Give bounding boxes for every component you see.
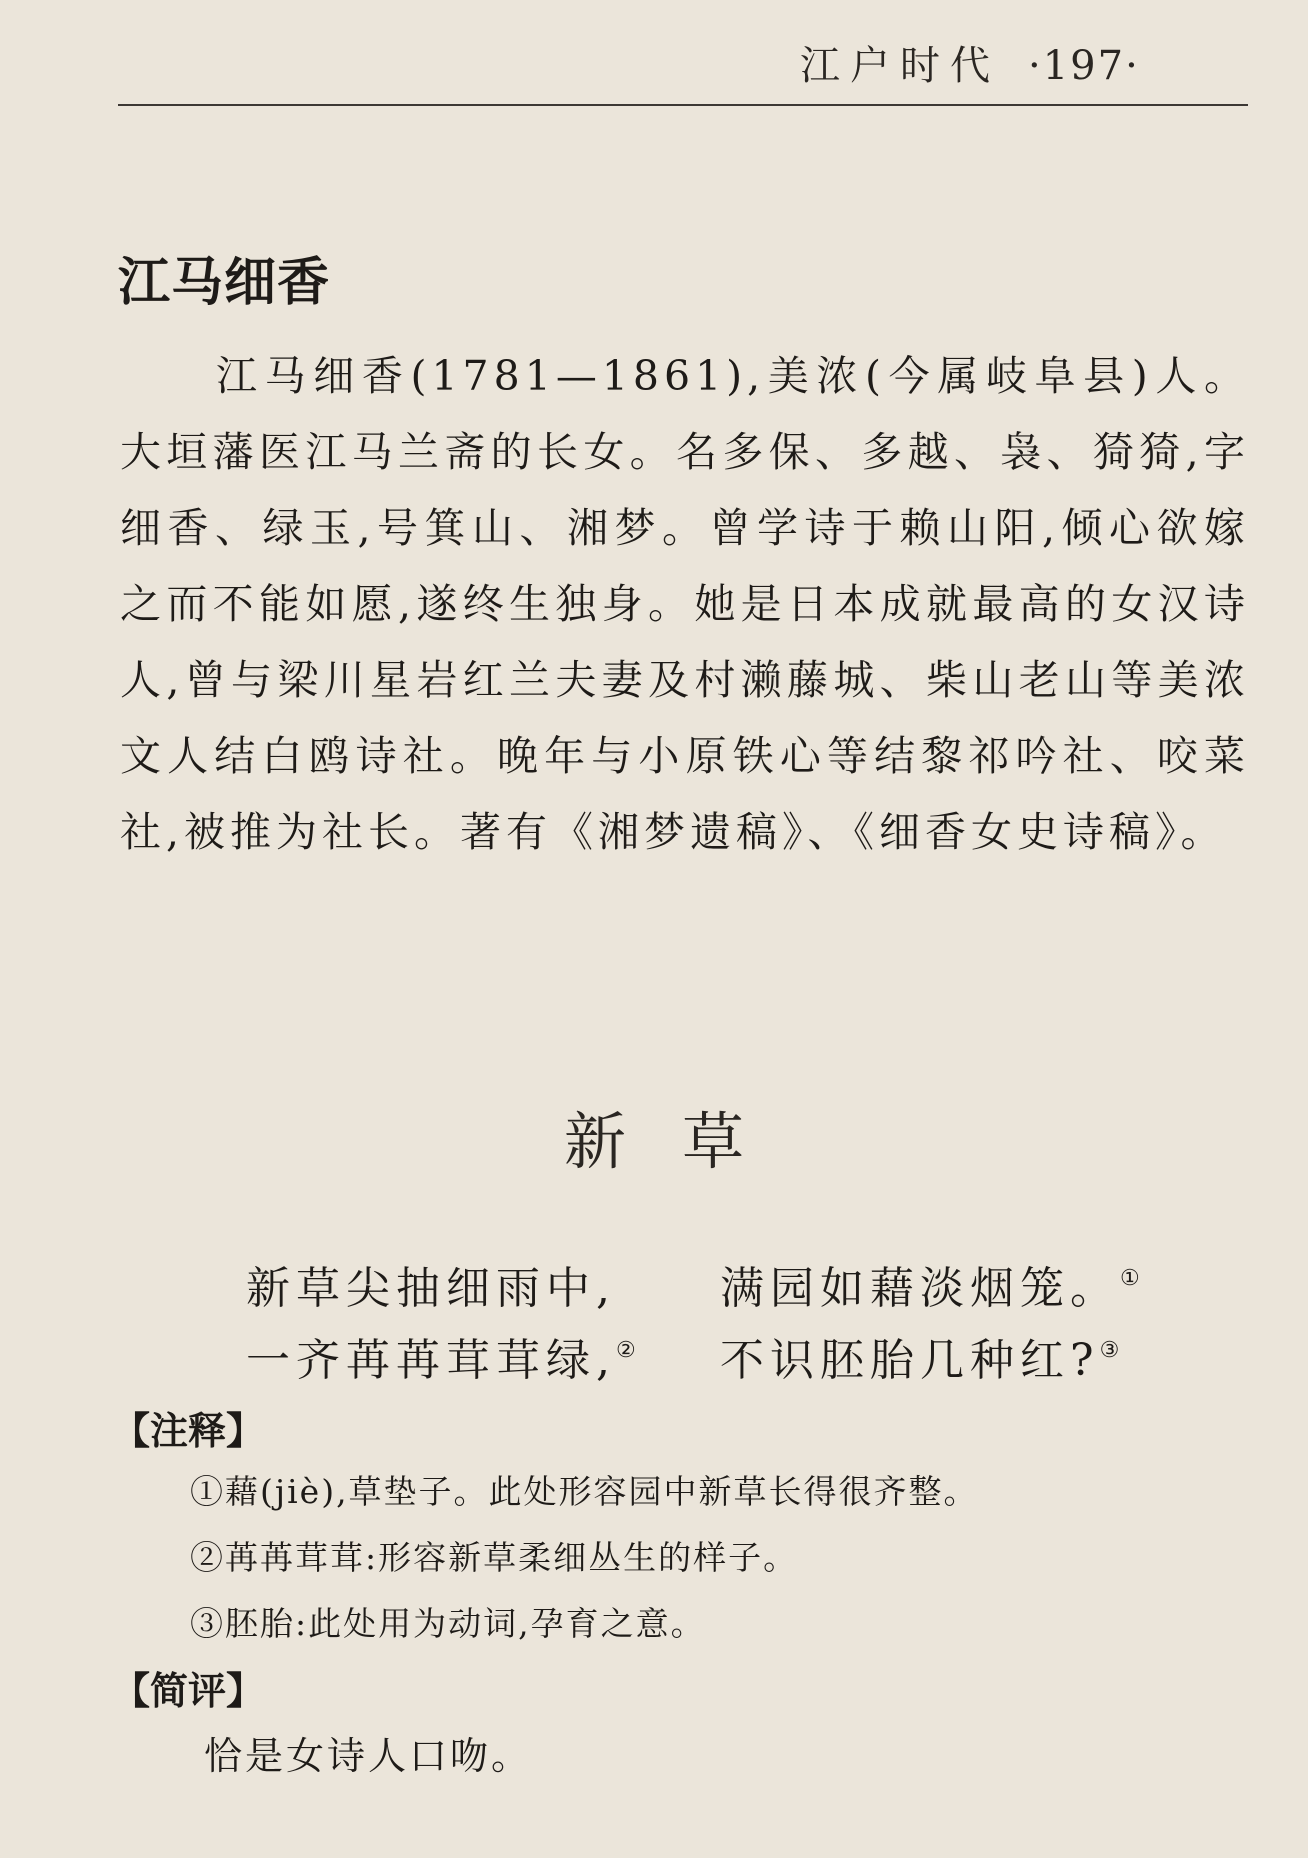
poem-title: 新草 [563, 1105, 800, 1178]
poem-line-1a: 新草尖抽细雨中, [246, 1263, 616, 1314]
running-header [800, 34, 1200, 91]
notes-heading: 【注释】 [112, 1409, 265, 1453]
note-item: ②苒苒茸茸:形容新草柔细丛生的样子。 [190, 1538, 799, 1577]
comment-heading: 【简评】 [112, 1669, 265, 1713]
note-item: ③胚胎:此处用为动词,孕育之意。 [190, 1604, 706, 1643]
author-bio: 江马细香(1781—1861),美浓(今属岐阜县)人。大垣藩医江马兰斋的长女。名多保、多越、袅、猗猗,字细香、绿玉,号箕山、湘梦。曾学诗于赖山阳,倾心欲嫁之而不能如愿,遂终生独身。她是日本成就最高的女汉诗人,曾与梁川星岩红兰夫妻及村濑藤城、柴山老山等美浓文人结白鸥诗社。晚年与小原铁心等结黎祁吟社、咬菜社,被推为社长。著有《湘梦遗稿》、《细香女史诗稿》。 [120, 352, 1250, 856]
poem-line-1b: 满园如藉淡烟笼。① [720, 1263, 1140, 1314]
comment-text: 恰是女诗人口吻。 [204, 1734, 533, 1778]
poem-line-2b: 不识胚胎几种红?③ [720, 1335, 1120, 1386]
footnote-mark: ③ [1099, 1338, 1120, 1363]
footnote-mark: ② [616, 1338, 636, 1363]
poem-line-2a: 一齐苒苒茸茸绿,② [246, 1335, 636, 1386]
page-number: ·197· [1028, 43, 1140, 89]
footnote-mark: ① [1120, 1266, 1140, 1291]
note-item: ①藉(jiè),草垫子。此处形容园中新草长得很齐整。 [190, 1472, 979, 1511]
header-title: 江户时代 [800, 43, 1000, 89]
header-rule [118, 104, 1248, 106]
author-heading: 江马细香 [118, 253, 331, 313]
